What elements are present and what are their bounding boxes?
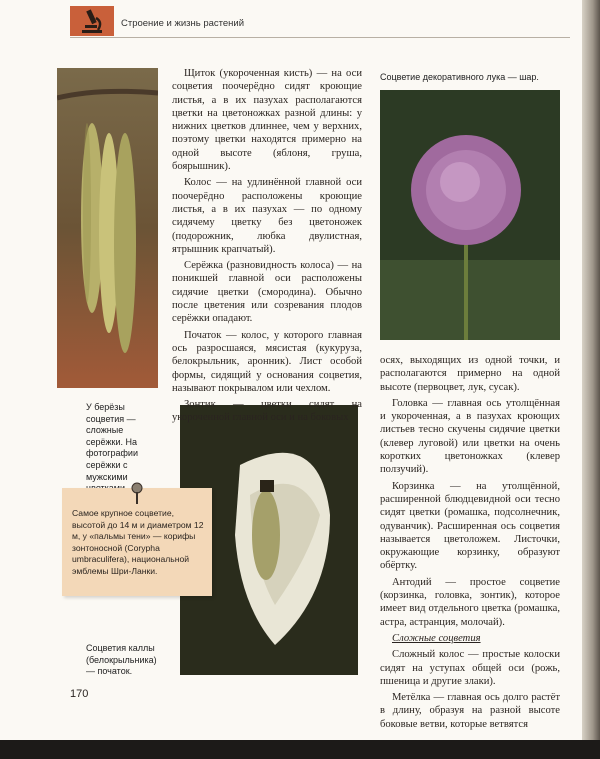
subheading: Сложные соцветия [392, 632, 481, 644]
calla-caption: Соцветия каллы (белокрыльника) — початок. [86, 643, 157, 677]
paragraph: Колос — на удлинённой главной оси поочерёдно расположены кроющие листья, а в их пазухах — по одному сидячему цветку без цветоножек (подорожник, любка двулистная, ятрышник крапчатый). [172, 177, 362, 255]
paragraph: Зонтик — цветки сидят на укороченной главной оси и на боковых [172, 399, 362, 424]
birch-catkins-photo [57, 68, 158, 388]
paragraph: осях, выходящих из одной точки, и располагаются примерно на одной высоте (первоцвет, лук, сусак). [380, 355, 560, 393]
paragraph: Серёжка (разновидность колоса) — на поникшей главной оси расположены сидячие цветки (смородина). Обычно после цветения или созревания плодов серёжки опадают. [172, 260, 362, 325]
microscope-icon [70, 6, 114, 36]
allium-photo [380, 90, 560, 340]
paragraph: Метёлка — главная ось долго растёт в длину, образуя на разной высоте боковые ветви, которые ветвятся [380, 692, 560, 730]
birch-caption: У берёзы соцветия — сложные серёжки. На фотографии серёжки с мужскими [86, 402, 138, 482]
header-divider [70, 37, 570, 38]
paragraph: Антодий — простое соцветие (корзинка, головка, зонтик), которое имеет вид отдельного цветка (ромашка, астра, астранция, молочай). [380, 576, 560, 628]
paragraph: Щиток (укороченная кисть) — на оси соцветия поочерёдно сидят кроющие листья, а в их пазухах располагаются цветки на цветоножках разной длины: у нижних цветков длиннее, чем у верхних, поэтому цветки находятся примерно на одной высоте (яблоня, груша, боярышник). [172, 68, 362, 173]
right-text-column [380, 354, 560, 734]
pin-icon [130, 482, 144, 511]
middle-text-column [172, 67, 362, 428]
fact-box [62, 488, 212, 596]
page-number: 170 [70, 688, 89, 700]
book-spine [582, 0, 600, 740]
scan-edge [0, 740, 600, 759]
paragraph: Корзинка — на утолщённой, расширенной блюдцевидной оси тесно сидят цветки (ромашка, подсолнечник, одуванчик). Расширенная ось соцветия называется цветоложем. Листочки, окружающие корзинку, образуют обёртку. [380, 480, 560, 572]
paragraph: Головка — главная ось утолщённая и укороченная, а в пазухах кроющих листьев тесно скучены сидячие цветки (клевер луговой) или цветки на очень коротких цветоножках (клевер ползучий). [380, 397, 560, 476]
paragraph: Початок — колос, у которого главная ось разросшаяся, мясистая (кукуруза, белокрыльник, аронник). Лист особой формы, сидящий у основания соцветия, называют покрывалом или чехлом. [172, 329, 362, 394]
onion-caption: Соцветие декоративного лука — шар. [380, 72, 539, 82]
section-title: Строение и жизнь растений [121, 18, 245, 29]
fact-text: Самое крупное соцветие, высотой до 14 м и диаметром 12 м, у «пальмы тени» — корифы зонтоносной (Corypha umbraculifera), национальной эмблемы Шри-Ланки. [72, 508, 204, 576]
paragraph: Сложный колос — простые колоски сидят на уступах общей оси (рожь, пшеница и другие злаки). [380, 649, 560, 687]
